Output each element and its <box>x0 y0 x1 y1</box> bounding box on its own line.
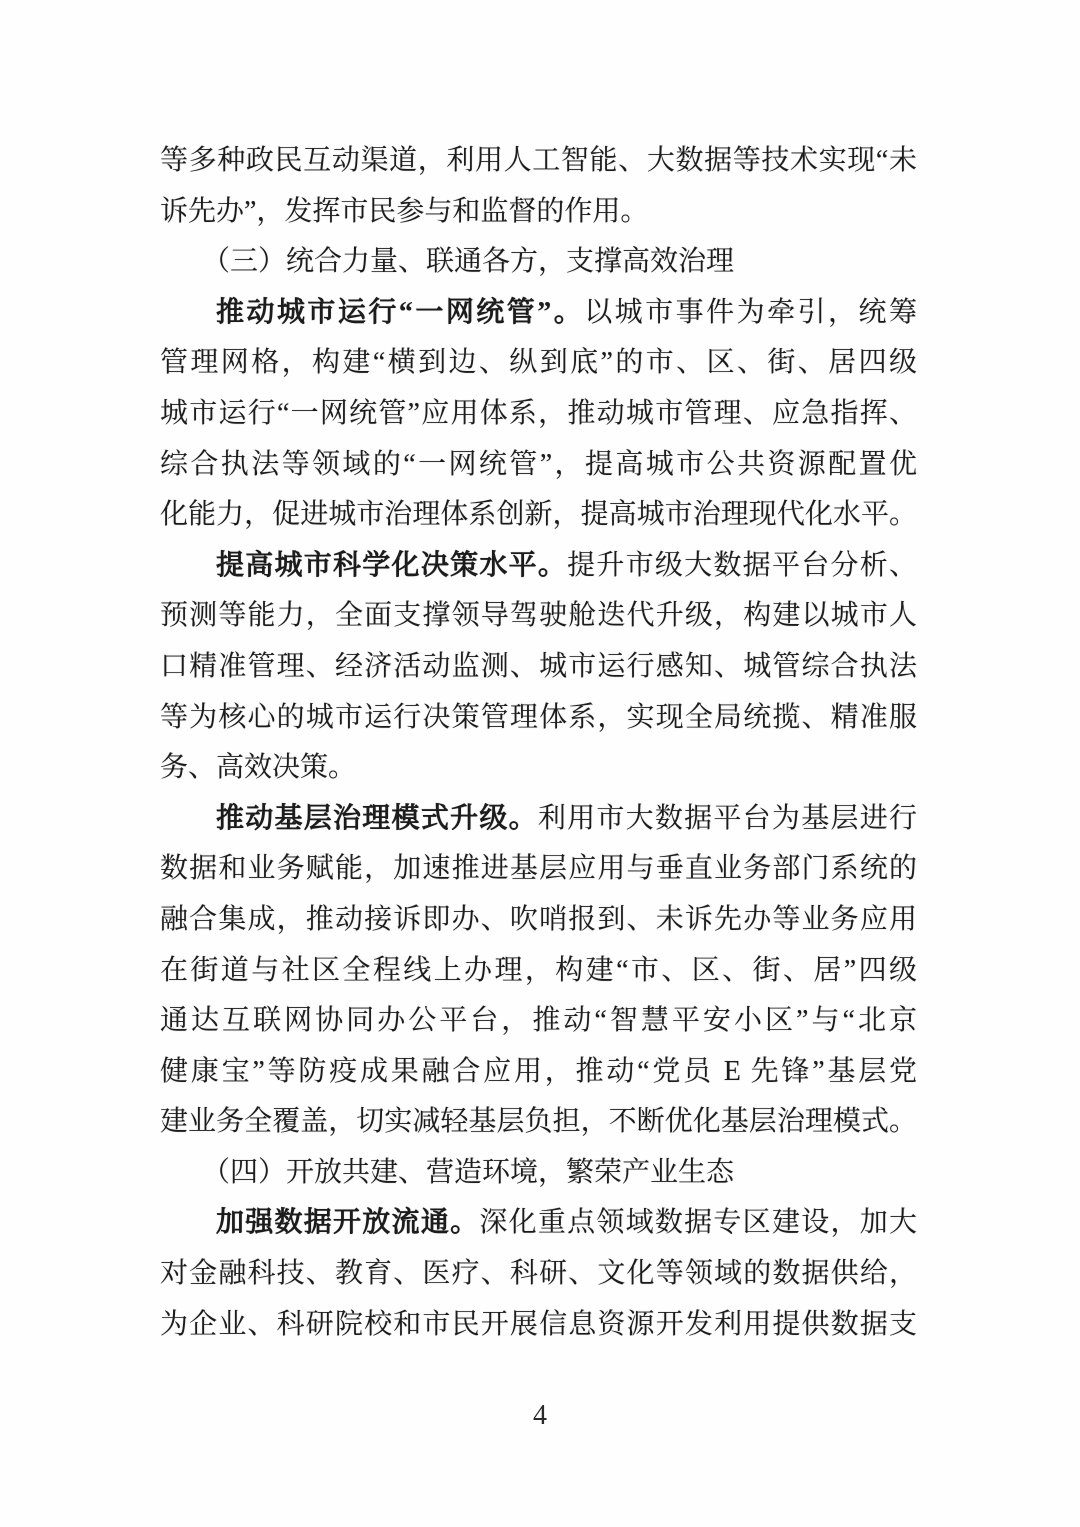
line-text: 数据和业务赋能，加速推进基层应用与垂直业务部门系统的 <box>160 853 917 885</box>
heading-text: （三）统合力量、联通各方，支撑高效治理 <box>202 246 735 278</box>
text-column <box>160 136 917 1350</box>
line-text: 深化重点领域数据专区建设，加大 <box>479 1207 917 1239</box>
line-text: 等多种政民互动渠道，利用人工智能、大数据等技术实现“未 <box>160 145 917 176</box>
body-line <box>160 996 917 1047</box>
line-text: 以城市事件为牵引，统筹 <box>584 296 917 328</box>
body-line <box>160 946 917 997</box>
line-text: 管理网格，构建“横到边、纵到底”的市、区、街、居四级 <box>160 347 917 379</box>
body-line <box>160 440 917 491</box>
body-line <box>160 288 917 339</box>
line-text: 务、高效决策。 <box>160 752 357 784</box>
body-line <box>160 338 917 389</box>
body-line <box>160 1249 917 1300</box>
page-number: 4 <box>533 1400 547 1431</box>
line-text: 为企业、科研院校和市民开展信息资源开发利用提供数据支 <box>160 1308 917 1340</box>
line-text: 等为核心的城市运行决策管理体系，实现全局统揽、精准服 <box>160 701 917 733</box>
line-text: 利用市大数据平台为基层进行 <box>537 802 917 834</box>
line-text: 健康宝”等防疫成果融合应用，推动“党员 E 先锋”基层党 <box>160 1055 917 1087</box>
line-text: 提升市级大数据平台分析、 <box>567 549 917 581</box>
bold-lead: 加强数据开放流通。 <box>216 1207 480 1239</box>
body-line <box>160 743 917 794</box>
heading-text: （四）开放共建、营造环境，繁荣产业生态 <box>202 1156 735 1188</box>
body-line <box>160 591 917 642</box>
line-text: 化能力，促进城市治理体系创新，提高城市治理现代化水平。 <box>160 499 917 531</box>
line-text: 对金融科技、教育、医疗、科研、文化等领域的数据供给， <box>160 1258 917 1290</box>
body-line <box>160 490 917 541</box>
body-line <box>160 541 917 592</box>
section-heading <box>160 237 917 288</box>
body-line <box>160 136 917 187</box>
line-text: 综合执法等领域的“一网统管”，提高城市公共资源配置优 <box>160 448 917 480</box>
line-text: 城市运行“一网统管”应用体系，推动城市管理、应急指挥、 <box>160 397 917 429</box>
line-text: 诉先办”，发挥市民参与和监督的作用。 <box>160 195 649 227</box>
line-text: 通达互联网协同办公平台，推动“智慧平安小区”与“北京 <box>160 1005 917 1037</box>
body-line <box>160 389 917 440</box>
body-line <box>160 642 917 693</box>
body-line <box>160 794 917 845</box>
body-line <box>160 1047 917 1098</box>
section-heading <box>160 1148 917 1199</box>
line-text: 建业务全覆盖，切实减轻基层负担，不断优化基层治理模式。 <box>160 1106 917 1138</box>
body-line <box>160 1198 917 1249</box>
body-line <box>160 187 917 238</box>
body-line <box>160 1097 917 1148</box>
line-text: 口精准管理、经济活动监测、城市运行感知、城管综合执法 <box>160 650 917 682</box>
line-text: 预测等能力，全面支撑领导驾驶舱迭代升级，构建以城市人 <box>160 600 917 632</box>
body-line <box>160 844 917 895</box>
bold-lead: 推动城市运行“一网统管”。 <box>216 296 585 328</box>
line-text: 融合集成，推动接诉即办、吹哨报到、未诉先办等业务应用 <box>160 903 917 935</box>
bold-lead: 提高城市科学化决策水平。 <box>216 549 568 581</box>
body-line <box>160 895 917 946</box>
line-text: 在街道与社区全程线上办理，构建“市、区、街、居”四级 <box>160 954 917 986</box>
body-line <box>160 693 917 744</box>
body-line <box>160 1300 917 1351</box>
bold-lead: 推动基层治理模式升级。 <box>216 802 538 834</box>
